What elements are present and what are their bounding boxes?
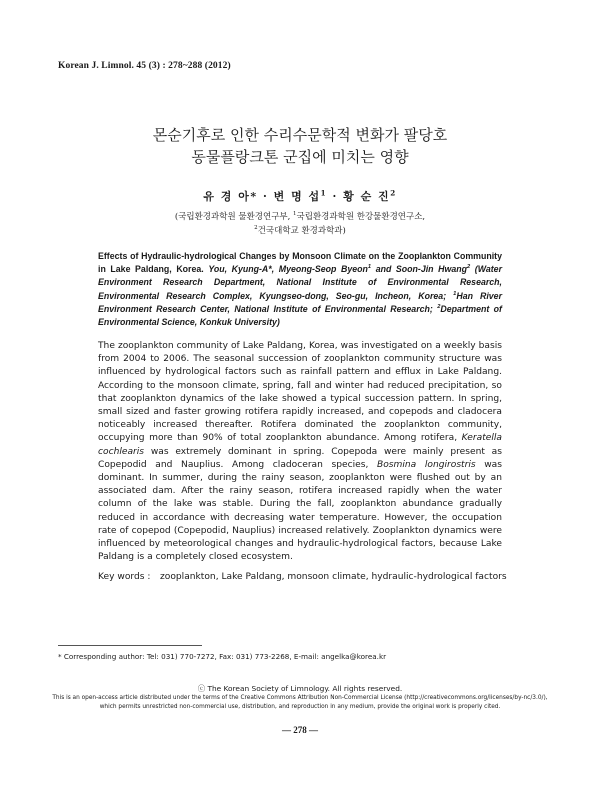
author-name: 황 순 진 (343, 190, 391, 203)
korean-affiliations (0, 210, 600, 238)
affiliation-line (0, 224, 600, 238)
license-line: which permits unrestricted non-commercial use, distribution, and reproduction in any medium, provide the original work is properly cited. (99, 704, 501, 710)
korean-authors (0, 188, 600, 204)
english-title: Effects of Hydraulic-hydrological Changes by Monsoon Climate on the Zooplankton Community in Lake Paldang, Korea. (98, 251, 502, 275)
affiliation-text: (Water Environment Research Department, National Institute of Environmental Research, Environmental Research Complex, Kyungseo-dong, Seo-gu, Incheon, Korea; (98, 264, 502, 301)
abstract-text: was dominant. In summer, during the rainy season, zooplankton were flushed out by an associated dam. After the rainy season, rotifera increased rapidly when the water column of the lake was stable. During the fall, zooplankton abundance gradually reduced in accordance with decreasing water temperature. However, the occupation rate of copepod (Copepodid, Nauplius) increased relatively. Zooplankton dynamics were influenced by meteorological changes and hydraulic-hydrological factors, because Lake Paldang is a completely closed ecosystem. (98, 459, 502, 563)
license-line: This is an open-access article distributed under the terms of the Creative Commons Attribution Non-Commercial License (http://creativecommons.org/licenses/by-nc/3.0/), (52, 695, 548, 701)
author-separator: · (257, 190, 274, 203)
journal-citation: Korean J. Limnol. 45 (3) : 278~288 (2012) (58, 61, 231, 71)
author-name: 유 경 아* (203, 190, 258, 203)
author-name: 변 명 섭 (273, 190, 321, 203)
affiliation-marker: 2 (466, 264, 471, 271)
species-name: Keratella cochlearis (98, 433, 502, 457)
english-authors (208, 264, 470, 274)
korean-title-line-1: 몬순기후로 인한 수리수문학적 변화가 팔당호 (152, 126, 448, 144)
affiliation-marker: 1 (320, 188, 328, 198)
korean-title-line-2: 동물플랑크톤 군집에 미치는 영향 (191, 148, 409, 166)
affiliation-marker: 2 (254, 225, 258, 232)
affiliation-line (0, 210, 600, 224)
affiliation-marker: 2 (390, 188, 397, 198)
affiliation-marker: 1 (293, 211, 297, 218)
affiliation-text: 국립환경과학원 한강물환경연구소, (296, 212, 426, 222)
keywords-label: Key words : (98, 572, 151, 582)
author-names: You, Kyung-A*, Myeong-Seop Byeon (208, 264, 368, 275)
footnote-divider (58, 645, 202, 646)
license-notice (30, 694, 570, 712)
copyright-notice: ⓒ The Korean Society of Limnology. All rights reserved. (197, 684, 403, 693)
affiliation-text: (국립환경과학원 물환경연구부, (174, 212, 294, 222)
author-separator: · (327, 190, 344, 203)
author-names: and Soon-Jin Hwang (371, 264, 467, 275)
abstract-text: was extremely dominant in spring. Copepoda were mainly present as Copepodid and Nauplius. Among cladoceran species, (98, 446, 502, 470)
affiliation-text: 건국대학교 환경과학과) (257, 226, 346, 236)
affiliation-marker: 2 (437, 303, 441, 310)
species-name: Bosmina longirostris (376, 459, 476, 470)
affiliation-text: Han River Environment Research Center, National Institute of Environmental Research; (98, 290, 502, 314)
affiliation-marker: 1 (453, 290, 457, 297)
affiliation-marker: 1 (367, 264, 372, 271)
abstract (98, 340, 502, 564)
affiliation-text: Department of Environmental Science, Konkuk University) (98, 303, 502, 328)
abstract-text: The zooplankton community of Lake Paldang, Korea, was investigated on a weekly basis from 2004 to 2006. The seasonal succession of zooplankton community structure was influenced by hydrological factors such as rainfall pattern and efflux in Lake Paldang. According to the monsoon climate, spring, fall and winter had reduced precipitation, so that zooplankton dynamics of the lake showed a typical succession pattern. In spring, small sized and faster growing rotifera rapidly increased, and copepods and cladocera noticeably increased thereafter. Rotifera dominated the zooplankton community, occupying more than 90% of total zooplankton abundance. Among rotifera, (98, 341, 502, 444)
keywords-list: zooplankton, Lake Paldang, monsoon climate, hydraulic-hydrological factors (160, 572, 507, 582)
korean-title (0, 124, 600, 168)
corresponding-author-footnote: * Corresponding author: Tel: 031) 770-7272, Fax: 031) 773-2268, E-mail: angelka@korea.kr (58, 652, 387, 661)
english-title-block (98, 250, 502, 329)
page-number: — 278 — (282, 725, 318, 735)
